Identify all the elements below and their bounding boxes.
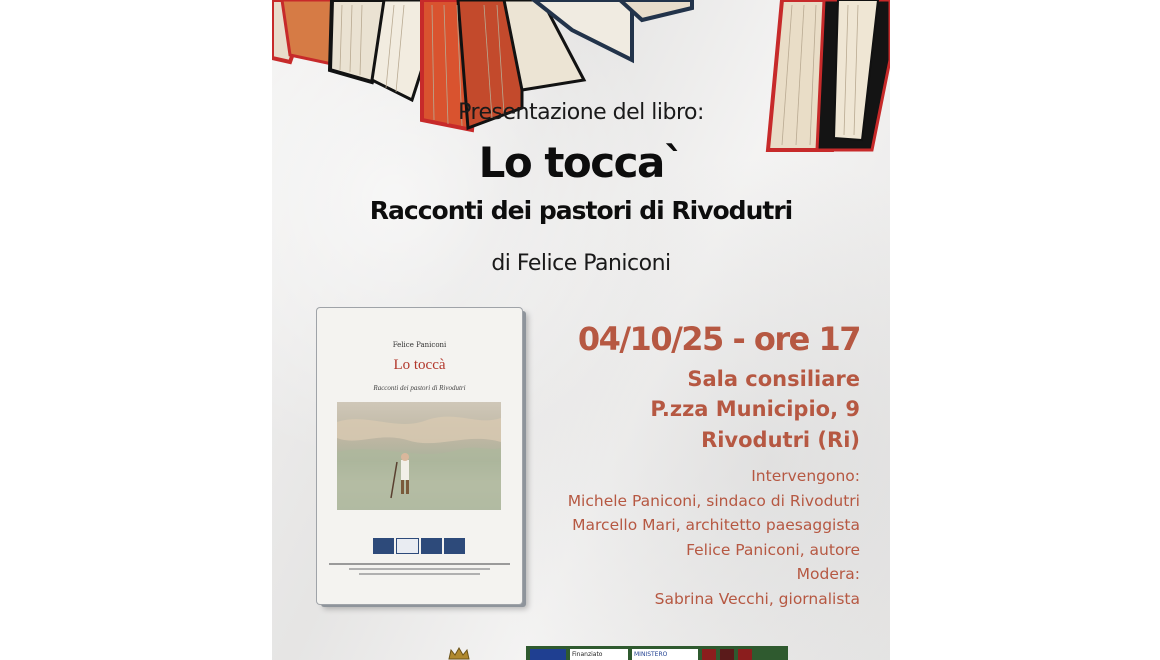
speaker-item: Felice Paniconi, autore: [686, 540, 860, 559]
cover-logos: [373, 538, 465, 554]
speakers-heading: Intervengono:: [751, 467, 860, 485]
speakers-block: [568, 464, 860, 611]
crest-icon: [720, 649, 734, 660]
moderator-heading: Modera:: [796, 565, 860, 583]
funding-label: Finanziato: [570, 649, 628, 660]
book-title: Lo tocca`: [478, 138, 684, 187]
book-cover-image: [317, 308, 522, 604]
eu-flag-icon: [530, 649, 566, 660]
event-date-time: 04/10/25 - ore 17: [577, 320, 860, 358]
crest-icon: [702, 649, 716, 660]
crest-icon: [738, 649, 752, 660]
event-poster: [272, 0, 890, 660]
speaker-item: Michele Paniconi, sindaco di Rivodutri: [567, 491, 860, 510]
presentation-label: Presentazione del libro:: [458, 100, 704, 125]
venue-address: P.zza Municipio, 9: [650, 397, 860, 421]
cover-subtitle: Racconti dei pastori di Rivodutri: [373, 384, 466, 392]
speaker-item: Marcello Mari, architetto paesaggista: [572, 516, 860, 534]
ministry-label: MINISTERO: [632, 649, 698, 660]
cover-title: Lo toccà: [393, 357, 446, 373]
cover-painting: [337, 402, 501, 510]
venue-town: Rivodutri (Ri): [701, 428, 860, 452]
crown-icon: [448, 646, 470, 660]
cover-fineprint: [329, 560, 510, 578]
funding-logos-strip: [526, 646, 788, 660]
moderator-name: Sabrina Vecchi, giornalista: [654, 589, 860, 608]
venue-name: Sala consiliare: [687, 367, 860, 391]
cover-author: Felice Paniconi: [392, 341, 447, 349]
book-author: di Felice Paniconi: [491, 251, 671, 276]
book-subtitle: Racconti dei pastori di Rivodutri: [369, 196, 793, 225]
